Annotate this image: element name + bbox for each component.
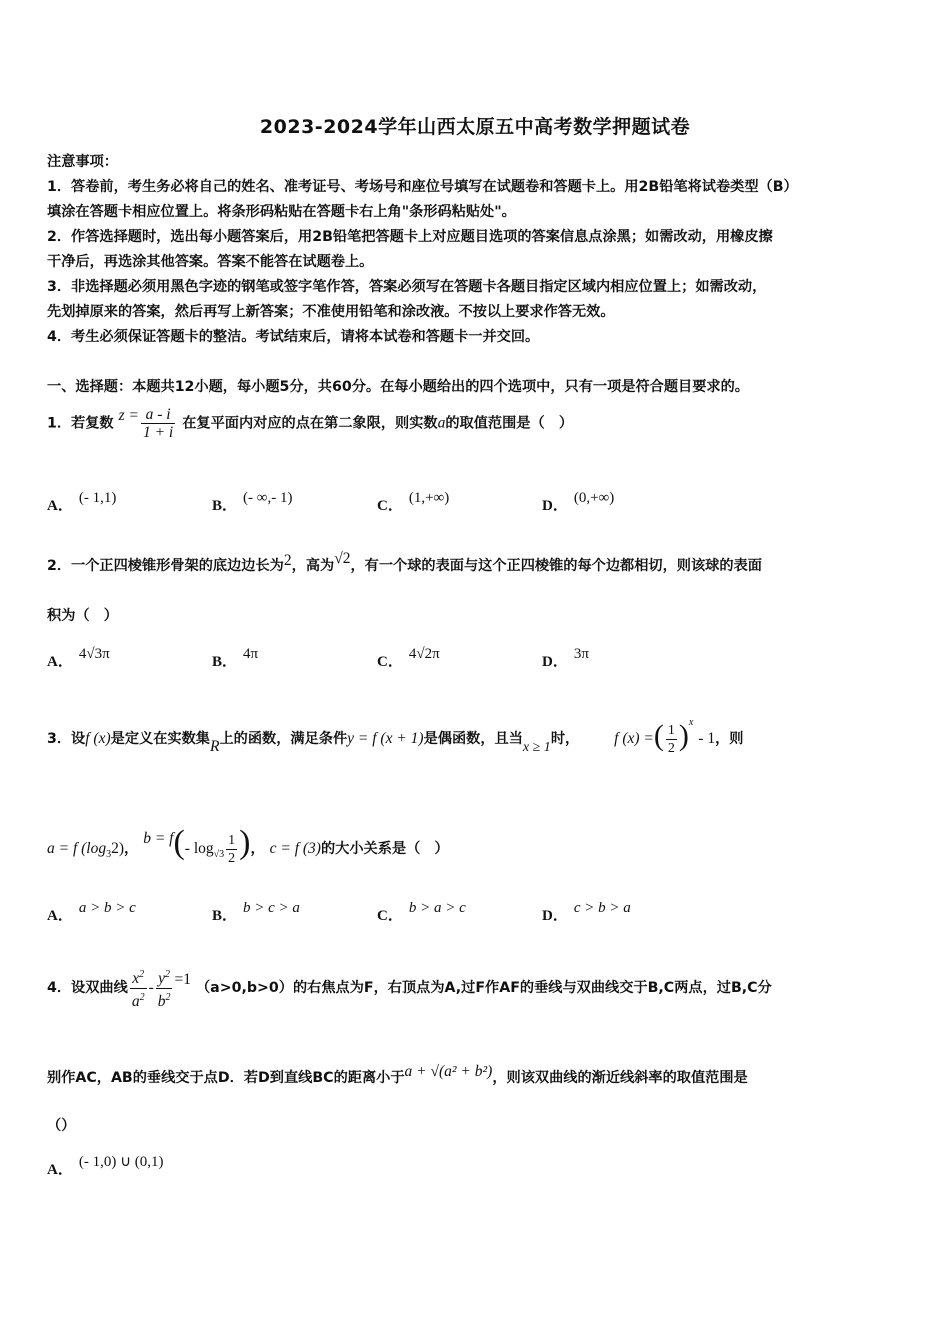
option-letter: B．: [212, 908, 238, 924]
q4-b: b: [157, 992, 166, 1010]
q3-text: ，: [250, 841, 265, 857]
option-letter: B．: [212, 654, 238, 670]
q2-option-a[interactable]: [47, 646, 110, 672]
q3-half-den: 2: [667, 740, 675, 756]
notice-line: 1．答卷前，考生务必将自己的姓名、准考证号、考场号和座位号填写在试题卷和答题卡上。用2B铅笔将试卷类型（B）: [47, 179, 798, 195]
q3-x-ge-1: x ≥ 1: [522, 740, 551, 755]
q2-text: ，高为: [291, 558, 335, 574]
question-3-cont: a = f $(\log_32)$， b = f(- $\log_{√3}$ $\frac{1}{2}$ )， c = f (3)的大小关系是（ ）: [47, 824, 449, 866]
notice-line: 4．考生必须保证答题卡的整洁。考试结束后，请将本试卷和答题卡一并交回。: [47, 329, 540, 345]
q1-z: z =: [118, 406, 139, 424]
question-3: 3．设f (x)是定义在实数集R上的函数，满足条件y = f (x + 1)是偶函数，且当x ≥ 1时， f (x) =( $\frac{1}{2}$ )$^x$ - 1，则: [47, 717, 744, 756]
question-4-cont: [47, 1063, 748, 1088]
q3-b-def: b = f: [143, 830, 174, 847]
q3-fx: f (x): [85, 730, 111, 747]
q2-text: 2．一个正四棱锥形骨架的底边边长为: [47, 558, 284, 574]
option-value: 4√3π: [78, 646, 110, 662]
option-value: 4√2π: [408, 646, 440, 662]
option-letter: C．: [377, 498, 403, 514]
question-4: 4．设双曲线 $\frac{x^2}{a^2}$ - $\frac{y^2}{b^2}$ =1 （a>0,b>0）的右焦点为F，右顶点为A,过F作AF的垂线与双曲线交于B,C两点，过B,C分: [47, 960, 772, 1016]
option-value: b > c > a: [243, 900, 300, 916]
q3-R: R: [209, 738, 220, 755]
q3-option-c[interactable]: [377, 900, 466, 926]
q3-b-sub: √3: [213, 848, 225, 860]
q3-a-def: a = f (log: [47, 840, 107, 857]
q3-a-sub: 3: [106, 848, 112, 860]
q3-b-fraction: [226, 832, 237, 867]
question-4-cont2: （）: [47, 1118, 76, 1134]
q4-text: 别作AC，AB的垂线交于点D．若D到直线BC的距离小于: [47, 1070, 405, 1086]
q1-var: a: [437, 414, 446, 432]
option-value: a > b > c: [78, 900, 136, 916]
notice-line: 干净后，再选涂其他答案。答案不能答在试题卷上。: [47, 254, 374, 270]
option-value: (- ∞,- 1): [243, 490, 293, 506]
q3-fdef-left: f (x) =: [614, 730, 654, 747]
q2-text: ，有一个球的表面与这个正四棱锥的每个边都相切，则该球的表面: [350, 558, 762, 574]
page-title: 2023-2024学年山西太原五中高考数学押题试卷: [259, 116, 691, 138]
question-2: [47, 550, 762, 576]
q4-text: （a>0,b>0）的右焦点为F，右顶点为A,过F作AF的垂线与双曲线交于B,C两点，过B,C分: [195, 980, 772, 996]
q3-fdef-right: - 1: [698, 730, 716, 747]
q4-text: 4．设双曲线: [47, 980, 128, 996]
notice-line: 3．非选择题必须用黑色字迹的钢笔或签字笔作答，答案必须写在答题卡各题目指定区域内相应位置上；如需改动，: [47, 279, 767, 295]
q4-exp: 2: [165, 969, 171, 981]
notice-line: 填涂在答题卡相应位置上。将条形码粘贴在答题卡右上角"条形码粘贴处"。: [47, 204, 516, 220]
q3-option-b[interactable]: [212, 900, 300, 926]
option-letter: D．: [542, 654, 568, 670]
q3-option-d[interactable]: [542, 900, 631, 926]
q3-condition: y = f (x + 1): [347, 730, 424, 747]
q2-option-d[interactable]: [542, 646, 589, 672]
option-letter: C．: [377, 654, 403, 670]
q2-side: 2: [283, 552, 292, 569]
q3-half: [666, 722, 677, 757]
option-value: (- 1,0) ∪ (0,1): [78, 1154, 164, 1170]
q3-text: 上的函数，满足条件: [219, 731, 348, 747]
q4-a: a: [131, 992, 140, 1010]
q4-y: y: [158, 970, 166, 988]
q1-option-d[interactable]: [542, 490, 615, 516]
q3-half-num: 1: [667, 722, 675, 738]
option-letter: D．: [542, 908, 568, 924]
option-letter: A．: [47, 498, 73, 514]
option-letter: C．: [377, 908, 403, 924]
q1-option-b[interactable]: [212, 490, 293, 516]
q3-c-def: c = f (3): [269, 840, 321, 857]
q1-fraction: [141, 406, 175, 441]
q3-b-inner: - log: [184, 840, 214, 857]
q2-option-c[interactable]: [377, 646, 440, 672]
q3-fdef-exponent: x: [688, 717, 694, 728]
q4-eq: =1: [174, 971, 191, 988]
q4-x: x: [132, 970, 140, 988]
option-letter: A．: [47, 1162, 73, 1178]
q3-text: ，: [124, 841, 139, 857]
q4-option-a[interactable]: [47, 1154, 164, 1180]
q3-text: 3．设: [47, 731, 86, 747]
option-value: (- 1,1): [78, 490, 117, 506]
q2-option-b[interactable]: [212, 646, 259, 672]
option-value: (0,+∞): [573, 490, 615, 506]
q3-text: 是定义在实数集: [110, 731, 210, 747]
q3-text: ，则: [715, 731, 744, 747]
q4-text: ，则该双曲线的渐近线斜率的取值范围是: [492, 1070, 748, 1086]
q1-option-a[interactable]: [47, 490, 117, 516]
q1-numerator: a - i: [141, 406, 175, 424]
q3-option-a[interactable]: [47, 900, 136, 926]
q4-y-fraction: [156, 966, 173, 1009]
notice-heading: 注意事项：: [47, 154, 118, 170]
question-2-cont: 积为（ ）: [47, 608, 118, 624]
q4-distance: a + √(a² + b²): [404, 1063, 493, 1080]
q1-prefix: 1．若复数: [47, 415, 114, 432]
q3-text: 的大小关系是（ ）: [320, 841, 449, 857]
option-value: b > a > c: [408, 900, 466, 916]
notice-line: 先划掉原来的答案，然后再写上新答案；不准使用铅笔和涂改液。不按以上要求作答无效。: [47, 304, 615, 320]
option-value: c > b > a: [573, 900, 631, 916]
option-value: 4π: [243, 646, 259, 662]
q2-height: √2: [334, 550, 351, 567]
q3-text: 是偶函数，且当: [423, 731, 523, 747]
section-heading: 一、选择题：本题共12小题，每小题5分，共60分。在每小题给出的四个选项中，只有一项是符合题目要求的。: [47, 379, 749, 395]
option-letter: D．: [542, 498, 568, 514]
q1-middle: 在复平面内对应的点在第二象限，则实数: [182, 415, 438, 432]
q1-suffix: 的取值范围是（ ）: [445, 415, 574, 432]
option-letter: B．: [212, 498, 238, 514]
q1-option-c[interactable]: [377, 490, 450, 516]
option-letter: A．: [47, 654, 73, 670]
q3-b-num: 1: [228, 832, 236, 848]
q3-b-den: 2: [228, 850, 236, 866]
q1-denominator: 1 + i: [142, 424, 174, 441]
question-1: [47, 406, 573, 441]
q3-text: 时，: [550, 731, 580, 747]
option-letter: A．: [47, 908, 73, 924]
notice-line: 2．作答选择题时，选出每小题答案后，用2B铅笔把答题卡上对应题目选项的答案信息点涂黑；如需改动，用橡皮擦: [47, 229, 773, 245]
q3-a-end: 2): [111, 840, 125, 857]
q4-exp: 2: [139, 991, 145, 1003]
option-value: (1,+∞): [408, 490, 450, 506]
q4-x-fraction: [130, 966, 147, 1009]
option-value: 3π: [573, 646, 589, 662]
q4-exp: 2: [139, 969, 145, 981]
q4-exp: 2: [165, 991, 171, 1003]
